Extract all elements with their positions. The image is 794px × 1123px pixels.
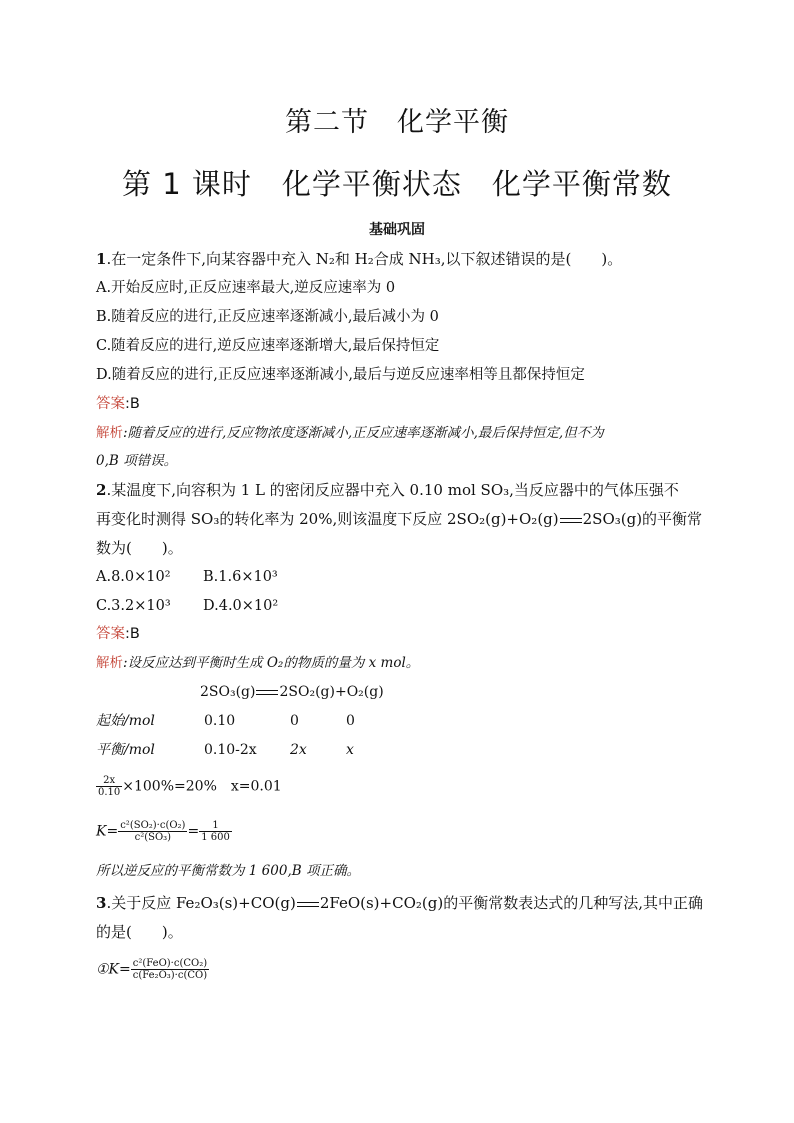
- explanation-2-line-1: [96, 653, 419, 673]
- section-heading: 基础巩固: [369, 222, 425, 238]
- question-1-stem: [96, 249, 622, 269]
- fraction: $\frac{\text{c²(SO₂)·c(O₂)}}{\text{c²(SO₃)}}$: [120, 820, 186, 843]
- row-initial-value: 0.10: [204, 713, 236, 729]
- explanation-text: :设反应达到平衡时生成 O₂的物质的量为 x mol。: [123, 655, 420, 671]
- option-c: C.随着反应的进行,逆反应速率逐渐增大,最后保持恒定: [96, 338, 440, 354]
- question-2-stem-line-3: 数为( )。: [96, 539, 183, 557]
- question-text: 再变化时测得 SO₃的转化率为 20%,则该温度下反应 2SO₂(g)+O₂(g): [96, 510, 559, 528]
- explanation-label: 解析: [96, 425, 123, 441]
- question-3-stem-line-1: [96, 893, 703, 913]
- answer-value: :B: [125, 396, 140, 412]
- equilibrium-arrow-icon: [256, 688, 278, 696]
- reaction-equation: [200, 682, 384, 702]
- question-number: 2: [96, 481, 107, 499]
- question-text: .关于反应 Fe₂O₃(s)+CO(g): [106, 894, 296, 912]
- row-initial-value: 0: [346, 713, 355, 729]
- row-initial-label: 起始/mol: [96, 713, 155, 729]
- equation-text: ×100%=20% x=0.01: [122, 778, 282, 795]
- option-d: D.4.0×10²: [203, 598, 279, 614]
- answer-value: :B: [125, 626, 140, 642]
- equilibrium-arrow-icon: [297, 900, 319, 908]
- fraction: $\frac{2x}{0.10}$: [98, 775, 121, 798]
- question-text: 2FeO(s)+CO₂(g)的平衡常数表达式的几种写法,其中正确: [319, 894, 703, 912]
- section-title: 第二节 化学平衡: [285, 107, 509, 138]
- conversion-equation: [96, 775, 282, 798]
- question-text: .某温度下,向容积为 1 L 的密闭反应器中充入 0.10 mol SO₃,当反应器中的气体压强不: [106, 481, 679, 499]
- row-equilibrium-label: 平衡/mol: [96, 742, 155, 758]
- explanation-label: 解析: [96, 655, 123, 671]
- answer-2: [96, 624, 140, 644]
- question-3-stem-line-2: 的是( )。: [96, 923, 183, 941]
- option-b: B.1.6×10³: [203, 569, 278, 585]
- question-2-stem-line-1: [96, 480, 679, 500]
- question-number: 3: [96, 894, 107, 912]
- row-initial-value: 0: [290, 713, 299, 729]
- equation-left: 2SO₃(g): [200, 684, 256, 700]
- explanation-text: :随着反应的进行,反应物浓度逐渐减小,正反应速率逐渐减小,最后保持恒定,但不为: [123, 425, 604, 441]
- question-2-stem-line-2: [96, 509, 702, 529]
- answer-label: 答案: [96, 626, 125, 642]
- option-b: B.随着反应的进行,正反应速率逐渐减小,最后减小为 0: [96, 309, 439, 325]
- row-equilibrium-value: 0.10-2x: [204, 742, 257, 758]
- fraction: $\frac{1}{1 600}$: [201, 820, 230, 843]
- row-equilibrium-value: x: [346, 742, 354, 758]
- equilibrium-arrow-icon: [560, 516, 582, 524]
- option-a: A.开始反应时,正反应速率最大,逆反应速率为 0: [96, 280, 396, 296]
- fraction: $\frac{\text{c²(FeO)·c(CO₂)}}{\text{c(Fe₂O₃)·c(CO)}}$: [132, 958, 208, 981]
- question-text: .在一定条件下,向某容器中充入 N₂和 H₂合成 NH₃,以下叙述错误的是( )。: [106, 250, 623, 268]
- explanation-1-line-1: [96, 423, 604, 443]
- k-expression: [96, 820, 232, 843]
- lesson-title: 第 1 课时 化学平衡状态 化学平衡常数: [122, 167, 672, 201]
- equation-right: 2SO₂(g)+O₂(g): [279, 684, 384, 700]
- question-text: 2SO₃(g)的平衡常: [582, 510, 703, 528]
- answer-label: 答案: [96, 396, 125, 412]
- question-number: 1: [96, 250, 107, 268]
- explanation-1-line-2: 0,B 项错误。: [96, 453, 178, 469]
- row-equilibrium-value: 2x: [290, 742, 307, 758]
- equals-sign: =: [187, 823, 200, 840]
- explanation-2-conclusion: 所以逆反应的平衡常数为 1 600,B 项正确。: [96, 863, 360, 879]
- option-d: D.随着反应的进行,正反应速率逐渐减小,最后与逆反应速率相等且都保持恒定: [96, 367, 585, 383]
- option-a: A.8.0×10²: [96, 569, 171, 585]
- option-1-expression: [96, 958, 209, 981]
- option-label: ①K=: [96, 961, 131, 978]
- k-symbol: K=: [96, 823, 119, 840]
- answer-1: [96, 394, 140, 414]
- option-c: C.3.2×10³: [96, 598, 171, 614]
